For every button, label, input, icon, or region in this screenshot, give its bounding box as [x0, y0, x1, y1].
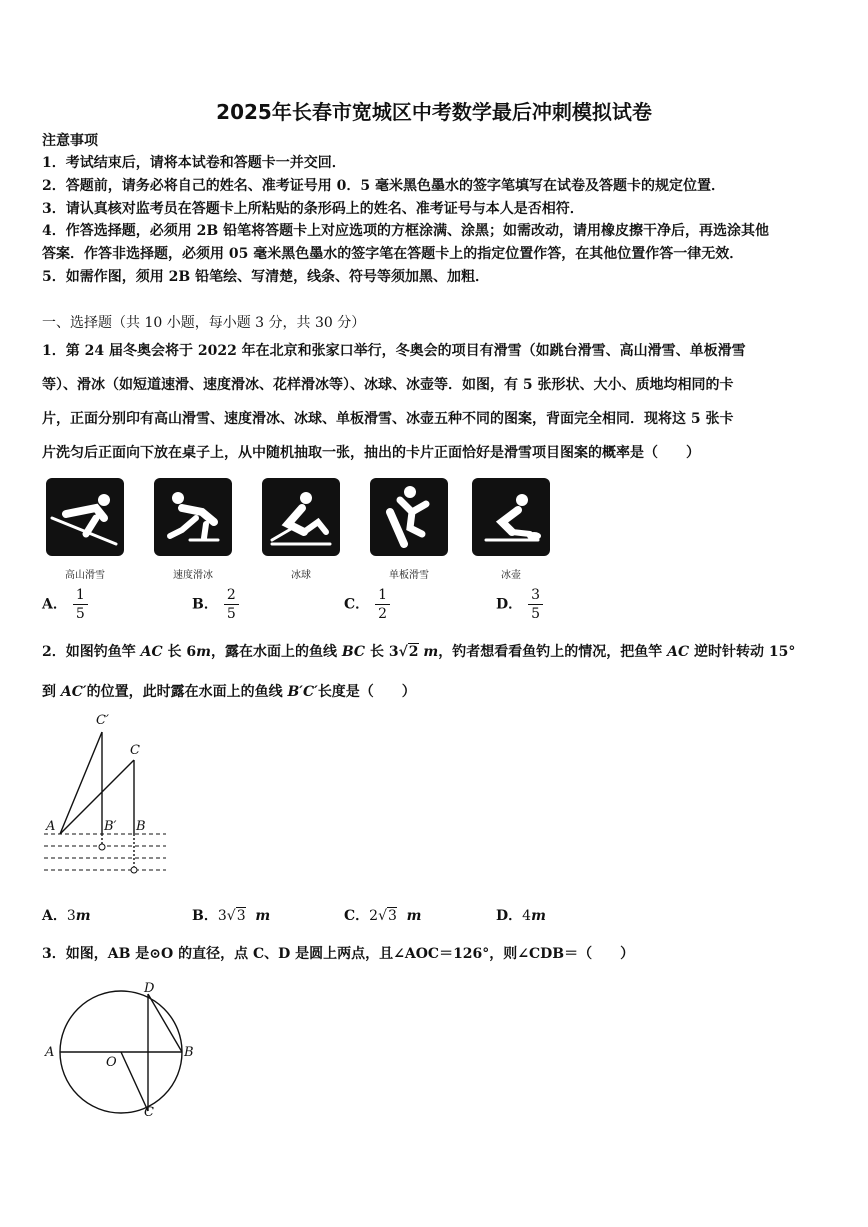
q2-line-2: 到 AC′的位置，此时露在水面上的鱼线 B′C′长度是（ ） [42, 684, 416, 700]
segment-db [148, 994, 182, 1052]
speed-skating-icon [154, 478, 232, 556]
notice-item-4-cont: 答案．作答非选择题，必须用 05 毫米黑色墨水的签字笔在答题卡上的指定位置作答，在其他位置作答一律无效． [42, 246, 744, 262]
q1-line-3: 片，正面分别印有高山滑雪、速度滑冰、冰球、单板滑雪、冰壶五种不同的图案，背面完全相同．现将这 5 张卡 [42, 411, 734, 427]
rod-ac [60, 760, 134, 834]
rod-ac-prime [60, 732, 102, 834]
q2-option-b[interactable]: B．3√3 m [192, 908, 271, 924]
card-label-speed: 速度滑冰 [173, 570, 213, 581]
label-d: D [144, 981, 155, 996]
q1-option-d[interactable]: D． $\frac{3}{5}$ [496, 586, 543, 623]
card-label-curling: 冰壶 [501, 570, 521, 581]
q1-line-4: 片洗匀后正面向下放在桌子上，从中随机抽取一张，抽出的卡片正面恰好是滑雪项目图案的概率是（ ） [42, 445, 700, 461]
fishing-rod-diagram [36, 708, 176, 888]
label-c-prime: C′ [96, 713, 109, 728]
label-o: O [106, 1055, 117, 1070]
alpine-skiing-icon [46, 478, 124, 556]
q2-option-c[interactable]: C．2√3 m [344, 908, 422, 924]
label-a: A [45, 1045, 55, 1060]
notice-item-3: 3．请认真核对监考员在答题卡上所粘贴的条形码上的姓名、准考证号与本人是否相符． [42, 201, 584, 217]
q2-line-1: 2．如图钓鱼竿 AC 长 6m，露在水面上的鱼线 BC 长 3√2 m，钓者想看看鱼钓上的情况，把鱼竿 AC 逆时针转动 15° [42, 644, 796, 660]
float-1 [99, 844, 105, 850]
notice-item-5: 5．如需作图，须用 2B 铅笔绘、写清楚，线条、符号等须加黑、加粗． [42, 269, 490, 285]
notice-heading: 注意事项 [42, 133, 98, 149]
card-label-alpine: 高山滑雪 [65, 570, 105, 581]
notice-item-2: 2．答题前，请务必将自己的姓名、准考证号用 0．5 毫米黑色墨水的签字笔填写在试卷及答题卡的规定位置． [42, 178, 725, 194]
snowboard-icon [370, 478, 448, 556]
float-2 [131, 867, 137, 873]
q2-option-d[interactable]: D．4m [496, 908, 546, 924]
label-c: C [130, 743, 140, 758]
q1-option-b[interactable]: B． $\frac{2}{5}$ [192, 586, 239, 623]
circle-diagram [40, 978, 210, 1118]
q1-line-1: 1．第 24 届冬奥会将于 2022 年在北京和张家口举行，冬奥会的项目有滑雪（如跳台滑雪、高山滑雪、单板滑雪 [42, 343, 746, 359]
card-label-snowboard: 单板滑雪 [389, 570, 429, 581]
label-b: B [136, 819, 146, 834]
q1-option-a[interactable]: A． $\frac{1}{5}$ [42, 586, 88, 623]
label-b-prime: B′ [104, 819, 117, 834]
q2-option-a[interactable]: A．3m [42, 908, 91, 924]
q1-line-2: 等）、滑冰（如短道速滑、速度滑冰、花样滑冰等）、冰球、冰壶等．如图，有 5 张形状、大小、质地均相同的卡 [42, 377, 734, 393]
label-b: B [184, 1045, 194, 1060]
segment-oc [121, 1052, 148, 1111]
q3-text: 3．如图，AB 是⊙O 的直径，点 C、D 是圆上两点，且∠AOC＝126°，则∠CDB＝（ ） [42, 946, 635, 962]
section-heading: 一、选择题（共 10 小题，每小题 3 分，共 30 分） [42, 315, 366, 331]
page-title: 2025年长春市宽城区中考数学最后冲刺模拟试卷 [216, 100, 652, 124]
curling-icon [472, 478, 550, 556]
label-a: A [46, 819, 56, 834]
q1-option-c[interactable]: C． $\frac{1}{2}$ [344, 586, 390, 623]
ice-hockey-icon [262, 478, 340, 556]
notice-item-1: 1．考试结束后，请将本试卷和答题卡一并交回． [42, 155, 346, 171]
label-c: C [144, 1105, 154, 1118]
notice-item-4: 4．作答选择题，必须用 2B 铅笔将答题卡上对应选项的方框涂满、涂黑；如需改动，请用橡皮擦干净后，再选涂其他 [42, 223, 770, 239]
card-label-hockey: 冰球 [291, 570, 311, 581]
